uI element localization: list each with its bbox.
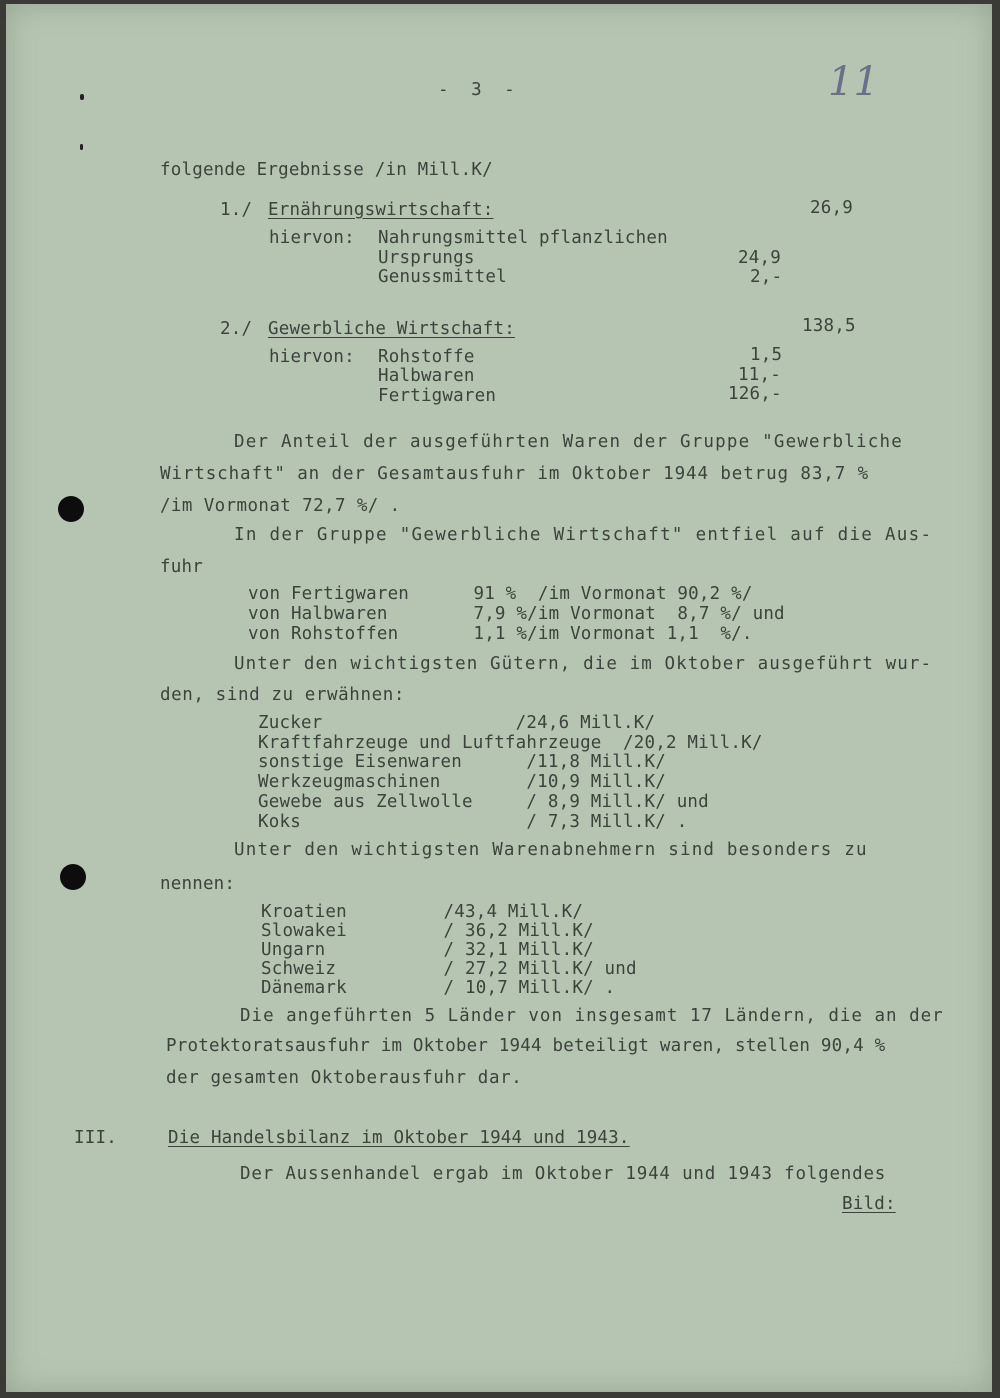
share-line: von Halbwaren 7,9 %/im Vormonat 8,7 %/ und — [248, 604, 785, 624]
share-line: von Fertigwaren 91 % /im Vormonat 90,2 %/ — [248, 584, 753, 604]
section3-heading: Die Handelsbilanz im Oktober 1944 und 1943. — [168, 1128, 630, 1148]
section1-item-label: Genussmittel — [378, 267, 507, 287]
section2-item-value: 1,5 — [750, 345, 783, 365]
buyer-line: Ungarn / 32,1 Mill.K/ — [261, 940, 594, 960]
section2-number: 2./ — [220, 319, 253, 339]
margin-mark-1 — [80, 94, 84, 100]
paragraph-line: Wirtschaft" an der Gesamtausfuhr im Oktober 1944 betrug 83,7 % — [160, 464, 870, 484]
document-page — [6, 4, 992, 1392]
goods-line: Koks / 7,3 Mill.K/ . — [258, 812, 688, 832]
section2-total: 138,5 — [802, 316, 856, 336]
section2-item-label: Halbwaren — [378, 366, 475, 386]
buyer-line: Schweiz / 27,2 Mill.K/ und — [261, 959, 637, 979]
section3-numeral: III. — [74, 1128, 117, 1148]
goods-line: sonstige Eisenwaren /11,8 Mill.K/ — [258, 752, 666, 772]
section2-item-value: 11,- — [738, 365, 781, 385]
intro-line: folgende Ergebnisse /in Mill.K/ — [160, 160, 493, 180]
goods-line: Kraftfahrzeuge und Luftfahrzeuge /20,2 Mill.K/ — [258, 733, 763, 753]
paragraph-line: Der Aussenhandel ergab im Oktober 1944 und 1943 folgendes — [240, 1164, 887, 1184]
page-number: - 3 - — [438, 80, 521, 100]
section2-item-value: 126,- — [728, 384, 782, 404]
goods-line: Gewebe aus Zellwolle / 8,9 Mill.K/ und — [258, 792, 709, 812]
paragraph-line: Unter den wichtigsten Gütern, die im Oktober ausgeführt wur- — [234, 654, 933, 674]
section1-hiervon: hiervon: — [269, 228, 355, 248]
section1-total: 26,9 — [810, 198, 853, 218]
paragraph-line: Der Anteil der ausgeführten Waren der Gruppe "Gewerbliche — [234, 432, 903, 452]
section1-number: 1./ — [220, 200, 253, 220]
section1-item-value: 2,- — [750, 267, 783, 287]
paragraph-line: den, sind zu erwähnen: — [160, 685, 405, 705]
section2-heading: Gewerbliche Wirtschaft: — [268, 319, 515, 339]
section1-heading: Ernährungswirtschaft: — [268, 200, 494, 220]
buyer-line: Slowakei / 36,2 Mill.K/ — [261, 921, 594, 941]
paragraph-line: fuhr — [160, 557, 203, 577]
section1-item-value: 24,9 — [738, 248, 781, 268]
paragraph-line: Die angeführten 5 Länder von insgesamt 17 Ländern, die an der — [240, 1006, 944, 1026]
punch-hole-top — [58, 496, 84, 522]
section1-item-label: Nahrungsmittel pflanzlichen — [378, 228, 668, 248]
section2-item-label: Fertigwaren — [378, 386, 497, 406]
margin-mark-2 — [80, 144, 83, 150]
share-line: von Rohstoffen 1,1 %/im Vormonat 1,1 %/. — [248, 624, 753, 644]
buyer-line: Kroatien /43,4 Mill.K/ — [261, 902, 584, 922]
goods-line: Werkzeugmaschinen /10,9 Mill.K/ — [258, 772, 666, 792]
paragraph-line: /im Vormonat 72,7 %/ . — [160, 496, 401, 516]
buyer-line: Dänemark / 10,7 Mill.K/ . — [261, 978, 616, 998]
section2-item-label: Rohstoffe — [378, 347, 475, 367]
paragraph-line: Bild: — [842, 1194, 896, 1214]
paragraph-line: der gesamten Oktoberausfuhr dar. — [166, 1068, 523, 1088]
section1-item-label: Ursprungs — [378, 248, 475, 268]
paragraph-line: Protektoratsausfuhr im Oktober 1944 beteiligt waren, stellen 90,4 % — [166, 1036, 886, 1056]
paragraph-line: nennen: — [160, 874, 236, 894]
punch-hole-bottom — [60, 864, 86, 890]
handwritten-folio-number: 11 — [828, 59, 879, 105]
paragraph-line: Unter den wichtigsten Warenabnehmern sind besonders zu — [234, 840, 868, 860]
section2-hiervon: hiervon: — [269, 347, 355, 367]
paragraph-line: In der Gruppe "Gewerbliche Wirtschaft" entfiel auf die Aus- — [234, 525, 933, 545]
goods-line: Zucker /24,6 Mill.K/ — [258, 713, 656, 733]
